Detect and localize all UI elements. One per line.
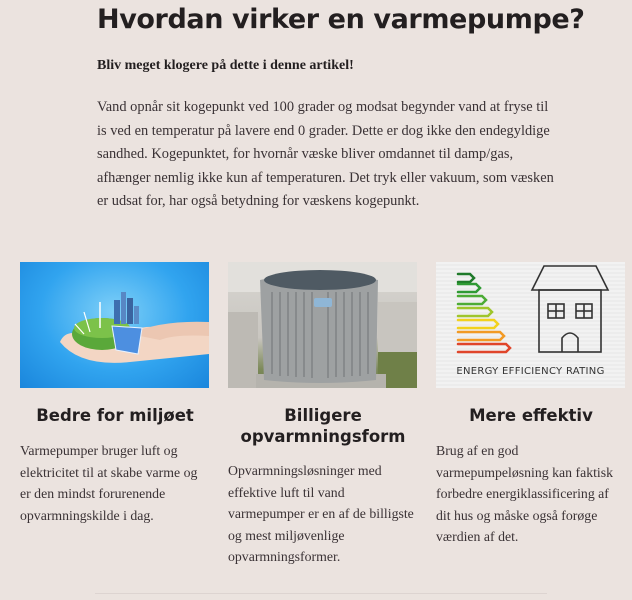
card-text: Opvarmningsløsninger med effektive luft til vand varmepumper er en af de billigste og mest miljøvenlige opvarmningsformer. (228, 463, 414, 564)
article-subtitle: Bliv meget klogere på dette i denne artikel! (97, 58, 354, 73)
energy-rating-caption: ENERGY EFFICIENCY RATING (456, 366, 605, 377)
energy-efficiency-image (436, 262, 625, 388)
card-heading: Bedre for miljøet (36, 406, 194, 425)
feature-card-efficient (436, 262, 626, 548)
feature-card-environment (20, 262, 210, 526)
heat-pump-unit-image (228, 262, 417, 388)
environment-image (20, 262, 209, 388)
card-heading: Mere effektiv (469, 406, 593, 425)
section-divider (95, 593, 547, 594)
card-text: Brug af en god varmepumpeløsning kan faktisk forbedre energiklassificering af dit hus og måske også forøge værdien af det. (436, 443, 614, 544)
card-heading: Billigere opvarmningsform (240, 406, 406, 446)
card-text: Varmepumper bruger luft og elektricitet til at skabe varme og er den mindst forurenende opvarmningskilde i dag. (20, 443, 198, 523)
page-title: Hvordan virker en varmepumpe? (97, 4, 585, 35)
intro-paragraph: Vand opnår sit kogepunkt ved 100 grader og modsat begynder vand at fryse til is ved en temperatur på lavere end 0 grader. Dette er dog ikke den endegyldige sandhed. Kogepunktet, for hvornår væske bliver omdannet til damp/gas, afhænger nemlig ikke kun af temperaturen. Det tryk eller vakuum, som væsken er udsat for, har også betydning for væskens kogepunkt. (97, 99, 554, 209)
feature-card-cheaper (228, 262, 418, 568)
